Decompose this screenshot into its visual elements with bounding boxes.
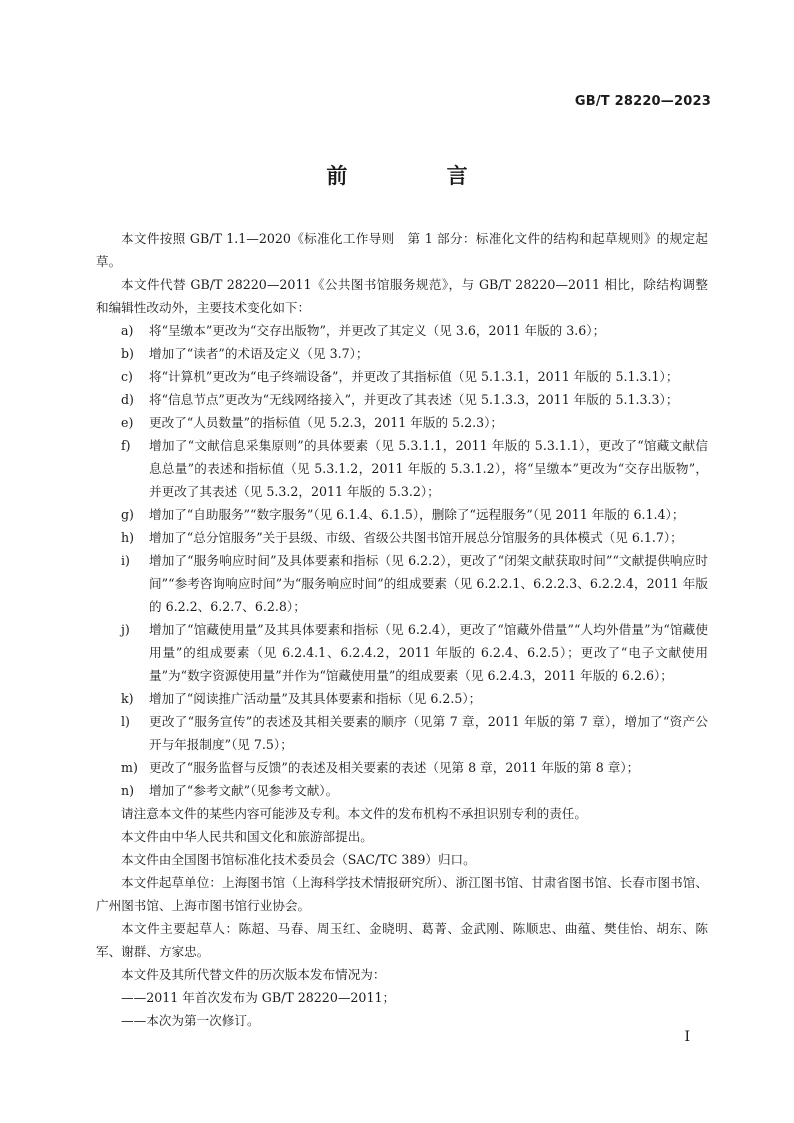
list-item-text: 增加了“文献信息采集原则”的具体要素（见 5.3.1.1，2011 年版的 5.3.1.1），更改了“馆藏文献信息总量”的表述和指标值（见 5.3.1.2，2011 年版的 5.3.1.2），将“呈缴本”更改为“交存出版物”，并更改了其表述（见 5.3.2，2011 年版的 5.3.2）； — [149, 438, 708, 499]
list-item-text: 增加了“总分馆服务”关于县级、市级、省级公共图书馆开展总分馆服务的具体模式（见 6.1.7）； — [149, 530, 683, 545]
paragraph: 本文件及其所代替文件的历次版本发布情况为： — [121, 967, 386, 982]
list-item-label: k) — [121, 691, 134, 706]
list-item-text: 更改了“人员数量”的指标值（见 5.2.3，2011 年版的 5.2.3）； — [149, 415, 504, 430]
list-item-text: 增加了“馆藏使用量”及其具体要素和指标（见 6.2.4），更改了“馆藏外借量”“人均外借量”为“馆藏使用量”的组成要素（见 6.2.4.1、6.2.4.2，2011 年版的 6.2.4、6.2.5）；更改了“电子文献使用量”为“数字资源使用量”并作为“馆藏使用量”的组成要素（见 6.2.4.3，2011 年版的 6.2.6）； — [149, 622, 708, 683]
paragraph: 本文件由全国图书馆标准化技术委员会（SAC/TC 389）归口。 — [121, 852, 476, 867]
list-item-text: 更改了“服务宣传”的表述及其相关要素的顺序（见第 7 章，2011 年版的第 7 章），增加了“资产公开与年报制度”（见 7.5）； — [149, 714, 708, 752]
page-title: 前 言 — [326, 164, 514, 188]
list-item — [96, 618, 708, 687]
list-item — [96, 342, 708, 365]
paragraph: 本文件主要起草人：陈超、马春、周玉红、金晓明、葛菁、金武刚、陈顺忠、曲蕴、樊佳怡、胡东、陈军、谢群、方家忠。 — [96, 921, 708, 959]
paragraph: 本文件由中华人民共和国文化和旅游部提出。 — [121, 829, 373, 844]
paragraph: 本文件起草单位：上海图书馆（上海科学技术情报研究所）、浙江图书馆、甘肃省图书馆、长春市图书馆、广州图书馆、上海市图书馆行业协会。 — [96, 875, 708, 913]
list-item-text: 将“呈缴本”更改为“交存出版物”，并更改了其定义（见 3.6，2011 年版的 3.6）； — [149, 323, 606, 338]
paragraph: 本文件按照 GB/T 1.1—2020《标准化工作导则 第 1 部分：标准化文件的结构和起草规则》的规定起草。 — [96, 231, 708, 269]
standard-number: GB/T 28220—2023 — [574, 94, 711, 109]
history-line: ——本次为第一次修订。 — [121, 1013, 260, 1028]
list-item-label: j) — [121, 622, 130, 637]
list-item-text: 增加了“自助服务”“数字服务”（见 6.1.4、6.1.5），删除了“远程服务”（见 2011 年版的 6.1.4）； — [149, 507, 685, 522]
list-item — [96, 710, 708, 756]
list-item — [96, 388, 708, 411]
list-item — [96, 503, 708, 526]
foreword-body — [96, 227, 708, 1032]
list-item-label: d) — [121, 392, 134, 407]
list-item-label: i) — [121, 553, 130, 568]
list-item — [96, 687, 708, 710]
list-item-label: f) — [121, 438, 131, 453]
list-item — [96, 549, 708, 618]
list-item — [96, 434, 708, 503]
history-line: ——2011 年首次发布为 GB/T 28220—2011； — [121, 990, 396, 1005]
list-item-label: c) — [121, 369, 133, 384]
list-item-label: a) — [121, 323, 134, 338]
list-item-text: 将“信息节点”更改为“无线网络接入”，并更改了其表述（见 5.1.3.3，2011 年版的 5.1.3.3）； — [149, 392, 679, 407]
list-item-text: 增加了“参考文献”（见参考文献）。 — [149, 783, 339, 798]
paragraph: 请注意本文件的某些内容可能涉及专利。本文件的发布机构不承担识别专利的责任。 — [121, 806, 587, 821]
list-item-text: 更改了“服务监督与反馈”的表述及相关要素的表述（见第 8 章，2011 年版的第 8 章）； — [149, 760, 640, 775]
list-item-label: m) — [121, 760, 138, 775]
list-item-text: 增加了“读者”的术语及定义（见 3.7）； — [149, 346, 369, 361]
list-item — [96, 779, 708, 802]
page-number: I — [684, 1029, 690, 1045]
list-item-label: l) — [121, 714, 130, 729]
list-item — [96, 365, 708, 388]
paragraph: 本文件代替 GB/T 28220—2011《公共图书馆服务规范》，与 GB/T 28220—2011 相比，除结构调整和编辑性改动外，主要技术变化如下： — [96, 277, 708, 315]
list-item — [96, 319, 708, 342]
list-item — [96, 756, 708, 779]
list-item — [96, 526, 708, 549]
list-item-label: h) — [121, 530, 135, 545]
list-item-text: 将“计算机”更改为“电子终端设备”，并更改了其指标值（见 5.1.3.1，2011 年版的 5.1.3.1）； — [149, 369, 679, 384]
list-item-text: 增加了“服务响应时间”及具体要素和指标（见 6.2.2），更改了“闭架文献获取时间”“文献提供响应时间”“参考咨询响应时间”为“服务响应时间”的组成要素（见 6.2.2.1、6.2.2.3、6.2.2.4，2011 年版的 6.2.2、6.2.7、6.2.8）； — [149, 553, 708, 614]
list-item — [96, 411, 708, 434]
list-item-text: 增加了“阅读推广活动量”及其具体要素和指标（见 6.2.5）； — [149, 691, 482, 706]
list-item-label: n) — [121, 783, 135, 798]
list-item-label: b) — [121, 346, 134, 361]
list-item-label: g) — [121, 507, 134, 522]
list-item-label: e) — [121, 415, 134, 430]
